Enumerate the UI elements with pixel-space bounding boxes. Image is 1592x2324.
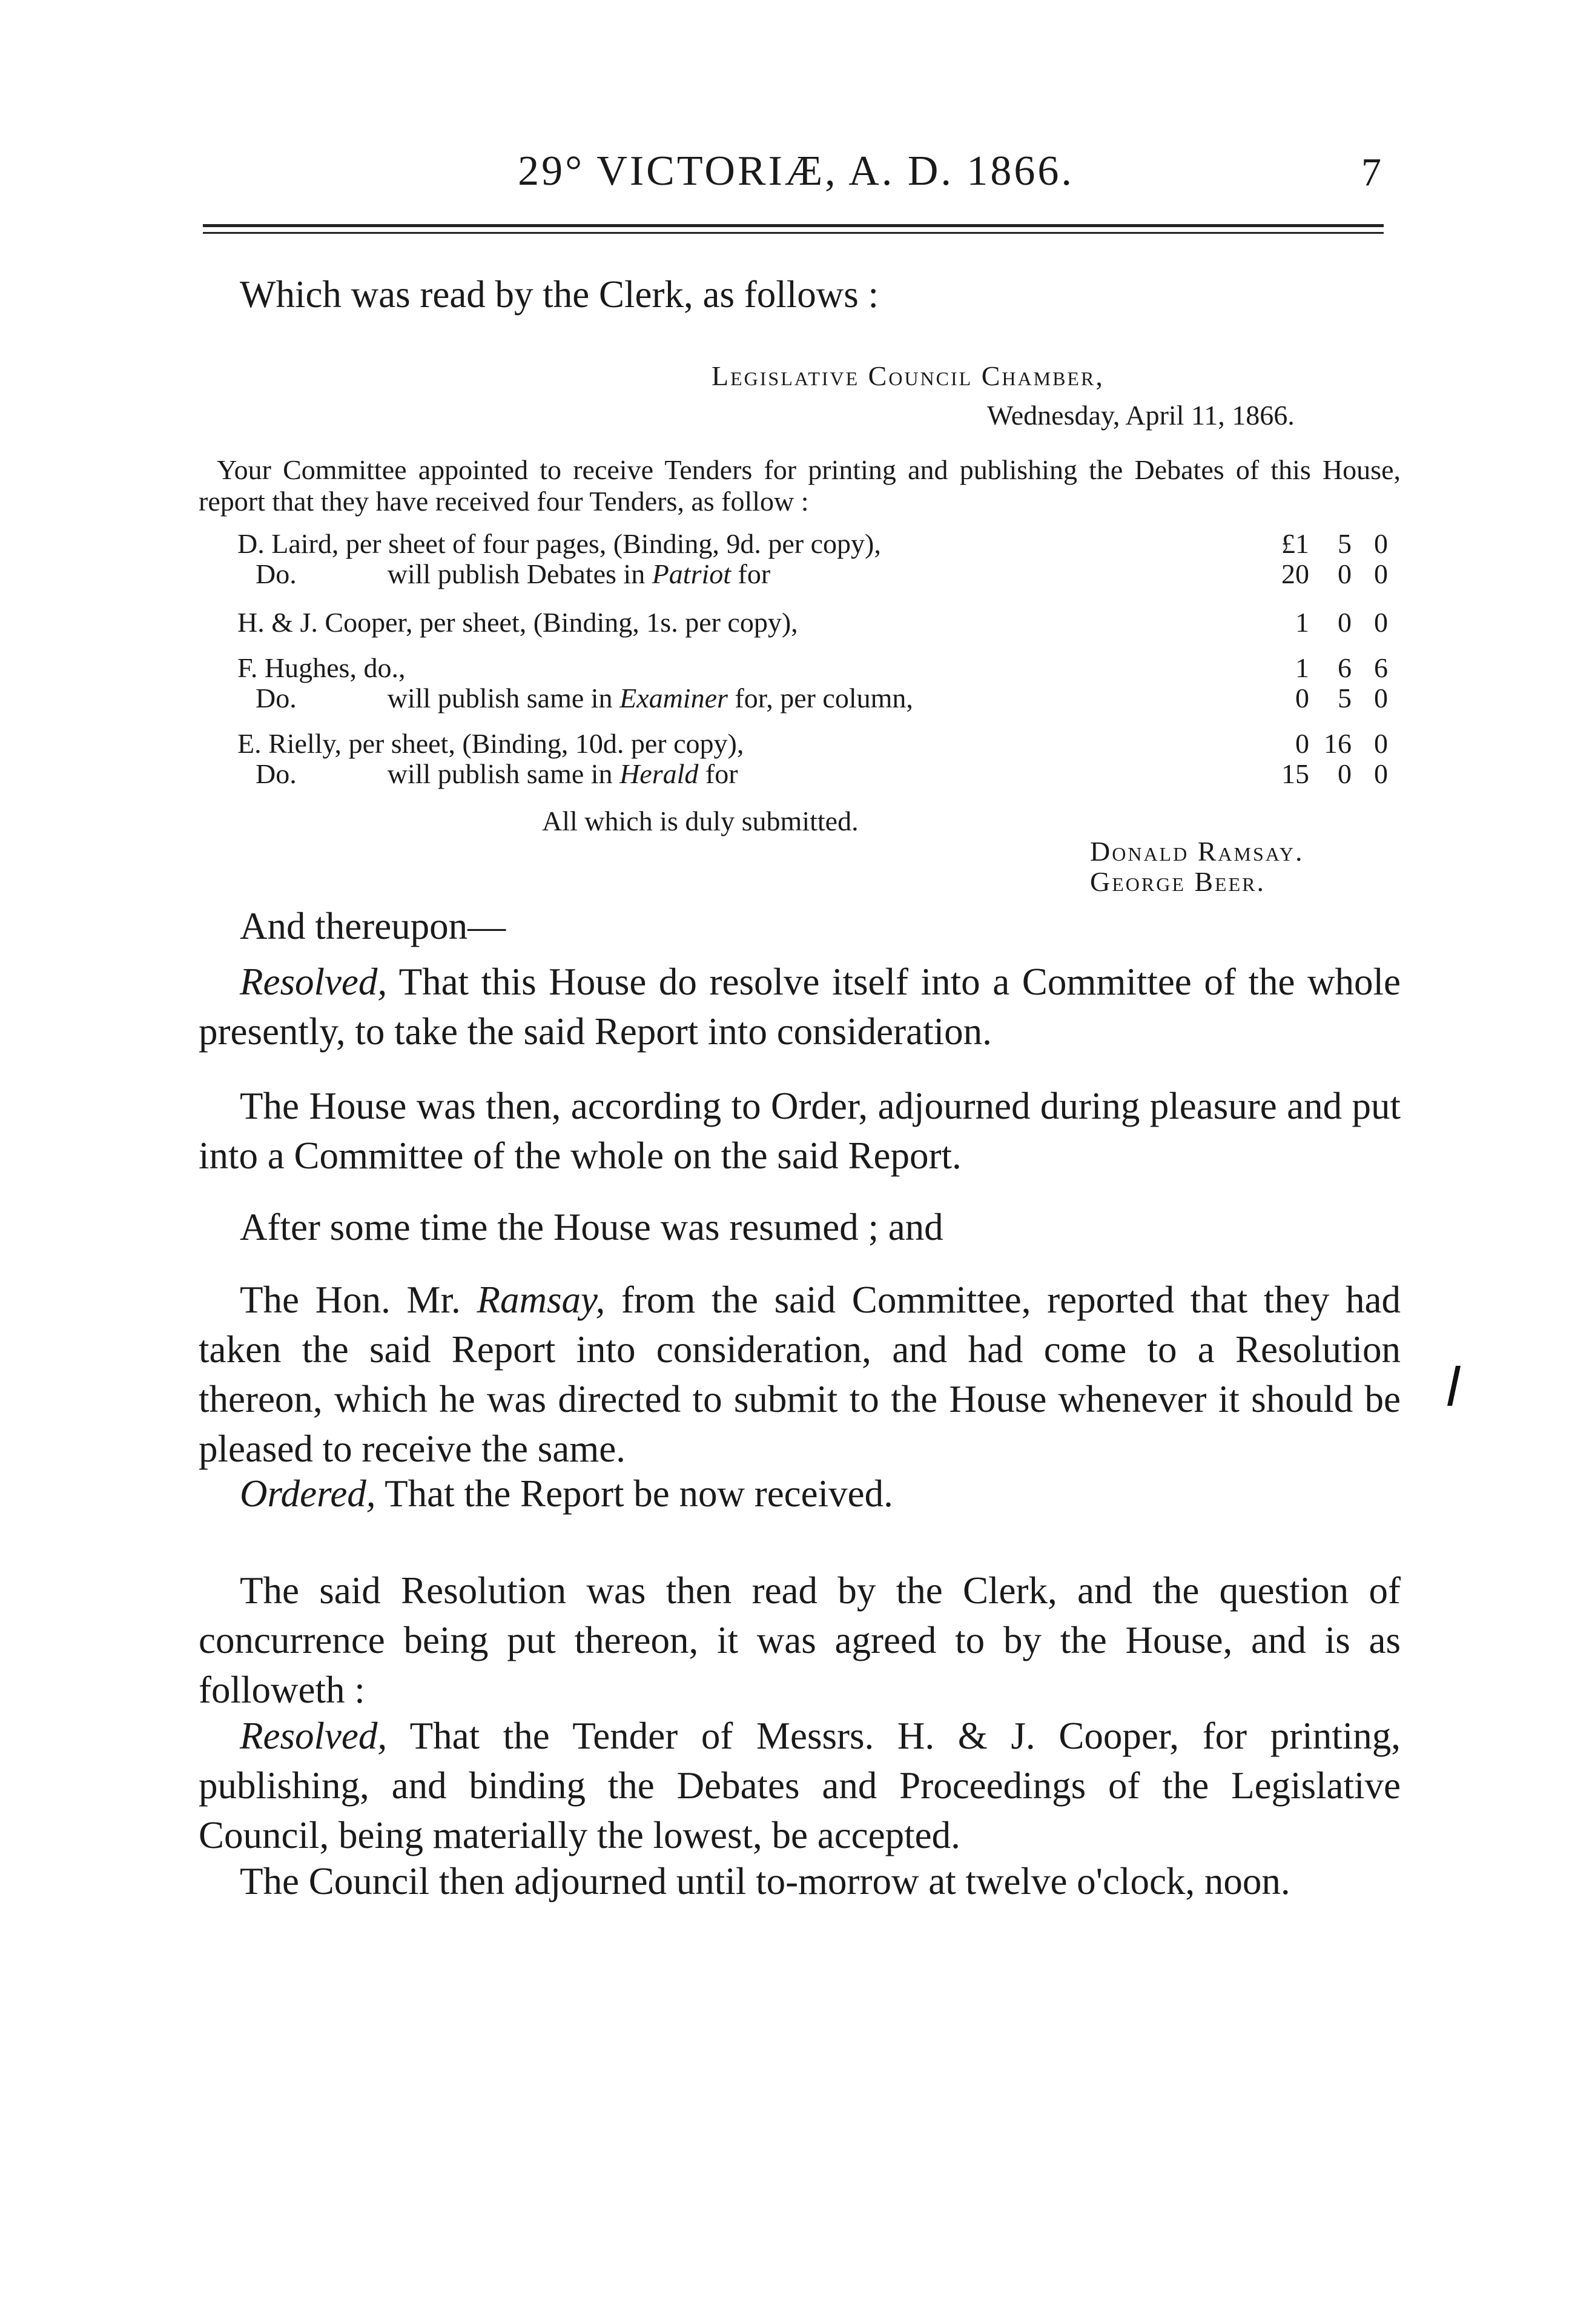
header-rule-top (203, 224, 1384, 227)
tender-pence: 0 (1374, 528, 1388, 559)
tender-text: per sheet of four pages, (Binding, 9d. per copy), (345, 528, 881, 559)
tender-name: Do. (256, 758, 297, 789)
report-preamble: Your Committee appointed to receive Tenders for printing and publishing the Debates of this House, report that they have received four Tenders, as follow : (199, 454, 1401, 517)
tender-pence: 0 (1374, 607, 1388, 638)
tender-pence: 0 (1374, 683, 1388, 713)
ordered-text: That the Report be now received. (375, 1472, 893, 1515)
tender-name: E. Rielly, (237, 728, 342, 759)
signatory: George Beer. (1090, 866, 1266, 897)
tender-text: for (698, 758, 738, 789)
tender-text: will publish same in (387, 683, 620, 713)
tender-pounds: 0 (1295, 683, 1309, 713)
tender-text: for, per column, (727, 683, 913, 713)
tender-text: per sheet, (Binding, 1s. per copy), (419, 607, 798, 638)
hon-prefix: The Hon. Mr. (240, 1279, 477, 1321)
tender-text: for (731, 558, 771, 589)
tender-name: Do. (256, 683, 297, 713)
resolved-lead: Resolved, (240, 1715, 388, 1757)
tender-row (237, 683, 1400, 713)
ordered-paragraph (199, 1469, 1401, 1518)
resolved-text: That this House do resolve itself into a Committee of the whole presently, to take the said Report into consideration. (199, 961, 1401, 1053)
tender-row (237, 607, 1400, 638)
tender-row (237, 729, 1400, 759)
tender-text: do., (363, 652, 406, 683)
running-head: 29° VICTORIÆ, A. D. 1866. (518, 148, 1074, 194)
resolution-read-paragraph: The said Resolution was then read by the Clerk, and the question of concurrence being put thereon, it was agreed to by the House, and is as followeth : (199, 1569, 1401, 1711)
tender-row (237, 759, 1400, 789)
tender-shillings: 5 (1338, 683, 1352, 713)
tender-pence: 0 (1374, 558, 1388, 589)
tender-pounds: 1 (1295, 652, 1309, 683)
newspaper-name: Herald (619, 758, 699, 789)
tender-row (237, 559, 1400, 589)
tender-text: will publish same in (387, 758, 620, 789)
thereupon-line: And thereupon— (240, 905, 506, 947)
header-rule-bottom (203, 232, 1384, 234)
tender-name: F. Hughes, (237, 652, 357, 683)
tender-pounds: 15 (1281, 758, 1309, 789)
margin-mark (1447, 1366, 1461, 1406)
tender-name: H. & J. Cooper, (237, 607, 413, 638)
adjourned-paragraph: The House was then, according to Order, adjourned during pleasure and put into a Committee of the whole on the said Report. (199, 1085, 1401, 1177)
report-date: Wednesday, April 11, 1866. (987, 400, 1295, 431)
report-paragraph (199, 1275, 1401, 1474)
tender-pounds: 20 (1281, 558, 1309, 589)
tender-name: D. Laird, (237, 528, 339, 559)
resolution-paragraph (199, 957, 1401, 1056)
page-number: 7 (1361, 150, 1381, 194)
resolution-paragraph (199, 1711, 1401, 1860)
tender-shillings: 5 (1338, 528, 1352, 559)
newspaper-name: Patriot (652, 558, 732, 589)
report-place: Legislative Council Chamber, (712, 360, 1105, 391)
intro-line: Which was read by the Clerk, as follows : (240, 273, 879, 316)
tender-shillings: 16 (1324, 728, 1352, 759)
tender-pence: 0 (1374, 758, 1388, 789)
tender-shillings: 0 (1338, 607, 1352, 638)
tender-text: will publish Debates in (387, 558, 652, 589)
tender-row (237, 653, 1400, 683)
resumed-paragraph: After some time the House was resumed ; and (240, 1206, 943, 1248)
tender-pence: 6 (1374, 652, 1388, 683)
signatory: Donald Ramsay. (1090, 836, 1304, 867)
resolved-text: That the Tender of Messrs. H. & J. Cooper, for printing, publishing, and binding the Debates and Proceedings of the Legislative Council, being materially the lowest, be accepted. (199, 1715, 1401, 1856)
hon-text: from the said Committee, reported that they had taken the said Report into consideration, and had come to a Resolution thereon, which he was directed to submit to the House whenever it should be pleased to receive the same. (199, 1279, 1401, 1470)
report-closing: All which is duly submitted. (542, 806, 859, 836)
tender-pence: 0 (1374, 728, 1388, 759)
tender-pounds: £1 (1281, 528, 1309, 559)
tender-text: per sheet, (Binding, 10d. per copy), (348, 728, 744, 759)
tender-row (237, 529, 1400, 559)
tender-pounds: 1 (1295, 607, 1309, 638)
adjournment-paragraph: The Council then adjourned until to-morrow at twelve o'clock, noon. (240, 1860, 1290, 1902)
member-name: Ramsay, (477, 1279, 606, 1321)
tender-shillings: 0 (1338, 758, 1352, 789)
tender-pounds: 0 (1295, 728, 1309, 759)
tender-name: Do. (256, 558, 297, 589)
tender-shillings: 6 (1338, 652, 1352, 683)
newspaper-name: Examiner (619, 683, 728, 713)
tender-shillings: 0 (1338, 558, 1352, 589)
resolved-lead: Resolved, (240, 961, 388, 1003)
ordered-lead: Ordered, (240, 1472, 376, 1515)
